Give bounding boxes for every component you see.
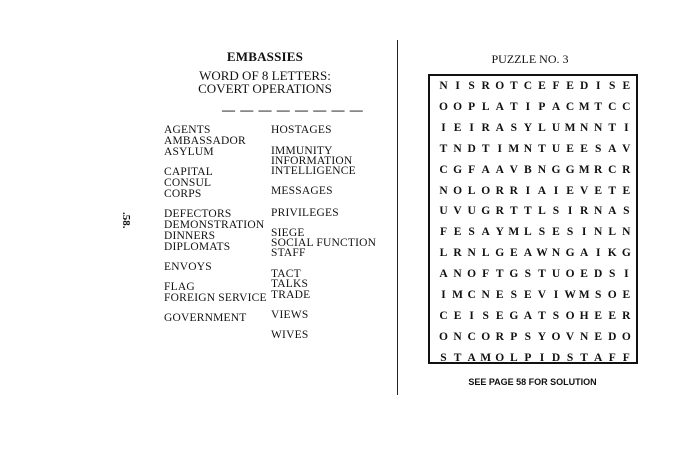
grid-letter: I [624, 268, 629, 281]
grid-letter: U [551, 121, 561, 134]
grid-row [437, 351, 633, 365]
grid-letter: I [525, 100, 531, 113]
grid-letter: C [467, 330, 476, 343]
grid-letter: P [524, 351, 532, 364]
grid-letter: R [622, 309, 631, 322]
grid-letter: G [621, 247, 631, 260]
grid-letter: N [453, 268, 462, 281]
grid-letter: O [495, 351, 505, 364]
grid-letter: V [579, 184, 589, 197]
grid-letter: I [595, 80, 601, 92]
word-list-item: CAPITAL [164, 166, 214, 178]
grid-letter: T [481, 142, 490, 155]
grid-letter: E [524, 289, 532, 301]
word-list-item: IMMUNITY [271, 145, 333, 157]
grid-letter: A [467, 351, 476, 364]
grid-letter: N [594, 121, 603, 134]
word-list-item: SOCIAL FUNCTION [271, 237, 377, 249]
grid-letter: N [537, 163, 547, 176]
grid-letter: K [607, 247, 617, 260]
grid-letter: L [538, 121, 546, 134]
grid-letter: V [509, 163, 518, 176]
grid-letter: C [608, 163, 617, 176]
grid-letter: E [453, 309, 462, 322]
puzzle-title: PUZZLE NO. 3 [491, 52, 569, 66]
word-list-item: TACT [271, 268, 301, 280]
grid-letter: S [538, 226, 546, 239]
grid-letter: T [509, 205, 518, 218]
grid-letter: F [552, 80, 560, 92]
grid-letter: V [537, 289, 547, 301]
grid-letter: I [581, 226, 587, 239]
word-list-item: INFORMATION [271, 155, 353, 167]
grid-letter: E [594, 330, 603, 343]
grid-letter: W [536, 247, 548, 260]
grid-letter: S [566, 226, 574, 239]
grid-letter: D [551, 351, 561, 364]
grid-letter: A [495, 100, 504, 113]
grid-letter: S [440, 351, 447, 364]
grid-letter: F [439, 226, 448, 239]
grid-letter: N [439, 184, 448, 197]
grid-letter: O [439, 330, 448, 343]
grid-letter: F [622, 351, 630, 364]
grid-row [437, 121, 633, 135]
grid-letter: N [467, 247, 476, 260]
grid-letter: A [495, 121, 504, 134]
grid-letter: D [608, 330, 617, 343]
grid-letter: I [525, 184, 531, 197]
word-list-item: FLAG [164, 281, 195, 293]
grid-letter: L [524, 226, 532, 239]
grid-letter: L [439, 247, 448, 260]
grid-letter: R [453, 247, 462, 260]
word-list-item: CONSUL [164, 177, 212, 189]
grid-letter: T [608, 184, 617, 197]
grid-letter: W [564, 289, 576, 301]
grid-letter: O [551, 330, 561, 343]
word-list-item: ENVOYS [164, 261, 212, 273]
grid-letter: N [594, 226, 603, 239]
grid-letter: R [481, 121, 490, 134]
word-list-item: TALKS [271, 278, 309, 290]
grid-letter: C [523, 80, 533, 92]
grid-letter: Y [495, 226, 504, 239]
page-number: .58. [120, 212, 132, 229]
grid-letter: M [578, 289, 590, 301]
grid-letter: E [453, 121, 462, 134]
puzzle-instructions [170, 69, 360, 95]
grid-letter: E [580, 142, 588, 155]
grid-letter: O [607, 289, 617, 301]
instructions-line-2: COVERT OPERATIONS [198, 81, 332, 96]
grid-letter: R [481, 80, 490, 92]
grid-letter: A [495, 163, 504, 176]
word-list-item: FOREIGN SERVICE [164, 292, 267, 304]
grid-letter: T [538, 268, 546, 281]
grid-letter: A [523, 309, 533, 322]
grid-letter: E [622, 184, 631, 197]
solution-note: SEE PAGE 58 FOR SOLUTION [468, 377, 597, 387]
grid-letter: I [455, 80, 460, 92]
word-list-item: MESSAGES [271, 185, 333, 197]
grid-letter: E [495, 289, 504, 301]
grid-letter: R [495, 184, 504, 197]
grid-letter: R [579, 205, 589, 218]
grid-letter: T [524, 205, 532, 218]
word-list-item: STAFF [271, 247, 306, 259]
grid-letter: N [551, 247, 561, 260]
grid-letter: S [552, 205, 560, 218]
grid-letter: O [467, 268, 477, 281]
grid-letter: G [453, 163, 463, 176]
grid-letter: M [480, 351, 492, 364]
grid-letter: S [609, 268, 616, 281]
grid-letter: T [580, 351, 588, 364]
grid-letter: R [509, 184, 518, 197]
grid-letter: T [509, 80, 518, 92]
word-list-item: TRADE [271, 289, 311, 301]
grid-letter: L [608, 226, 617, 239]
grid-letter: L [481, 100, 490, 113]
grid-letter: D [594, 268, 603, 281]
grid-letter: M [564, 121, 576, 134]
grid-letter: S [524, 268, 532, 281]
answer-blanks: — — — — — — — — [222, 102, 364, 117]
word-list-item: DIPLOMATS [164, 241, 231, 253]
grid-letter: V [453, 205, 462, 218]
grid-letter: T [608, 121, 617, 134]
grid-letter: O [565, 309, 575, 322]
grid-letter: G [481, 205, 491, 218]
grid-letter: N [453, 142, 462, 155]
grid-letter: E [594, 309, 603, 322]
word-list-item: CORPS [164, 188, 202, 200]
grid-letter: L [481, 247, 490, 260]
grid-letter: A [551, 100, 561, 113]
grid-letter: I [497, 142, 502, 155]
grid-letter: O [439, 100, 448, 113]
grid-letter: I [595, 247, 601, 260]
grid-letter: R [495, 330, 504, 343]
grid-letter: E [495, 309, 504, 322]
grid-letter: O [565, 268, 575, 281]
grid-letter: F [468, 163, 476, 176]
grid-letter: C [439, 309, 448, 322]
grid-letter: O [621, 330, 631, 343]
grid-letter: N [453, 330, 462, 343]
grid-letter: C [467, 289, 476, 301]
grid-letter: R [594, 163, 603, 176]
grid-letter: S [566, 351, 574, 364]
page-title: EMBASSIES [226, 49, 304, 64]
grid-letter: N [622, 226, 631, 239]
grid-letter: E [580, 268, 588, 281]
grid-letter: M [508, 226, 520, 239]
word-list-item: DEMONSTRATION [164, 219, 265, 231]
grid-letter: P [468, 100, 476, 113]
grid-letter: L [538, 205, 546, 218]
grid-letter: T [439, 142, 448, 155]
grid-letter: E [608, 309, 617, 322]
grid-letter: N [594, 205, 603, 218]
grid-letter: T [538, 309, 546, 322]
grid-letter: R [622, 163, 631, 176]
grid-letter: D [467, 142, 476, 155]
grid-letter: P [538, 100, 546, 113]
grid-letter: T [594, 100, 603, 113]
grid-letter: S [510, 121, 518, 134]
grid-letter: S [468, 80, 475, 92]
grid-letter: I [553, 184, 559, 197]
grid-letter: P [510, 330, 518, 343]
grid-letter: F [608, 351, 616, 364]
grid-letter: U [467, 205, 476, 218]
grid-letter: N [481, 289, 490, 301]
grid-letter: S [623, 205, 630, 218]
word-list-item: ASYLUM [164, 146, 214, 158]
grid-letter: G [565, 163, 575, 176]
grid-letter: Y [537, 330, 547, 343]
word-list-item: INTELLIGENCE [271, 165, 356, 177]
grid-letter: O [453, 100, 463, 113]
grid-letter: E [552, 226, 560, 239]
word-list-item: DEFECTORS [164, 208, 232, 220]
grid-letter: I [441, 289, 446, 301]
grid-letter: T [538, 142, 546, 155]
grid-letter: T [453, 351, 462, 364]
grid-letter: A [594, 351, 603, 364]
grid-letter: A [439, 268, 448, 281]
grid-letter: N [579, 121, 589, 134]
grid-letter: A [579, 247, 589, 260]
grid-letter: U [439, 205, 448, 218]
grid-letter: I [567, 205, 573, 218]
grid-letter: E [622, 289, 631, 301]
grid-letter: F [482, 268, 490, 281]
grid-letter: L [467, 184, 476, 197]
grid-row [437, 267, 633, 281]
grid-letter: I [469, 309, 474, 322]
grid-letter: C [622, 100, 631, 113]
grid-letter: I [469, 121, 474, 134]
grid-letter: C [565, 100, 575, 113]
grid-letter: Y [523, 121, 533, 134]
grid-letter: M [508, 142, 520, 155]
word-list-item: DINNERS [164, 230, 216, 242]
grid-letter: C [439, 163, 448, 176]
word-list-item: HOSTAGES [271, 124, 332, 136]
grid-letter: E [622, 80, 631, 92]
grid-row [437, 225, 633, 239]
grid-letter: G [495, 247, 505, 260]
grid-letter: A [481, 226, 490, 239]
grid-row [437, 79, 633, 93]
page-divider [397, 40, 398, 395]
grid-letter: V [565, 330, 575, 343]
grid-letter: L [509, 351, 518, 364]
grid-row [437, 184, 633, 198]
grid-row [437, 309, 633, 323]
grid-letter: A [608, 205, 617, 218]
grid-letter: A [523, 247, 533, 260]
grid-letter: R [495, 205, 504, 218]
grid-letter: C [608, 100, 617, 113]
grid-letter: E [509, 247, 518, 260]
grid-letter: G [509, 309, 519, 322]
grid-letter: O [481, 330, 491, 343]
grid-letter: G [509, 268, 519, 281]
grid-letter: A [608, 142, 617, 155]
grid-letter: S [468, 226, 475, 239]
grid-letter: A [481, 163, 490, 176]
grid-letter: N [523, 142, 533, 155]
grid-letter: S [552, 309, 560, 322]
grid-row [437, 142, 633, 156]
instructions-line-1: WORD OF 8 LETTERS: [199, 68, 331, 83]
grid-letter: E [594, 184, 603, 197]
grid-letter: O [495, 80, 505, 92]
grid-letter: M [578, 100, 590, 113]
grid-row [437, 288, 633, 302]
grid-letter: S [524, 330, 532, 343]
grid-letter: U [551, 268, 561, 281]
word-list-item: SIEGE [271, 227, 305, 239]
grid-letter: H [579, 309, 589, 322]
grid-letter: N [439, 80, 448, 92]
grid-letter: S [594, 289, 602, 301]
grid-letter: E [566, 184, 574, 197]
grid-letter: M [452, 289, 463, 301]
grid-letter: G [565, 247, 575, 260]
word-list-item: GOVERNMENT [164, 312, 247, 324]
grid-letter: O [481, 184, 491, 197]
grid-letter: B [524, 163, 532, 176]
grid-letter: V [622, 142, 631, 155]
grid-letter: S [594, 142, 602, 155]
grid-letter: O [453, 184, 463, 197]
grid-letter: I [441, 121, 446, 134]
grid-row [437, 100, 633, 114]
word-list-item: VIEWS [271, 309, 309, 321]
grid-letter: S [482, 309, 489, 322]
grid-letter: S [609, 80, 616, 92]
grid-row [437, 330, 633, 344]
word-list-item: AMBASSADOR [164, 135, 246, 147]
grid-letter: T [495, 268, 504, 281]
grid-letter: E [538, 80, 546, 92]
grid-row [437, 163, 633, 177]
grid-letter: I [624, 121, 629, 134]
grid-letter: D [579, 80, 589, 92]
grid-letter: A [537, 184, 547, 197]
grid-letter: E [566, 80, 574, 92]
grid-letter: I [553, 289, 559, 301]
grid-letter: T [509, 100, 518, 113]
grid-letter: N [579, 330, 589, 343]
word-list-item: PRIVILEGES [271, 207, 339, 219]
grid-letter: I [539, 351, 545, 364]
grid-letter: E [566, 142, 574, 155]
grid-letter: G [551, 163, 561, 176]
word-list-item: WIVES [271, 329, 309, 341]
grid-letter: M [578, 163, 590, 176]
grid-letter: E [453, 226, 462, 239]
grid-row [437, 204, 633, 218]
grid-letter: U [551, 142, 561, 155]
grid-row [437, 246, 633, 260]
grid-letter: S [510, 289, 518, 301]
word-list-item: AGENTS [164, 124, 211, 136]
